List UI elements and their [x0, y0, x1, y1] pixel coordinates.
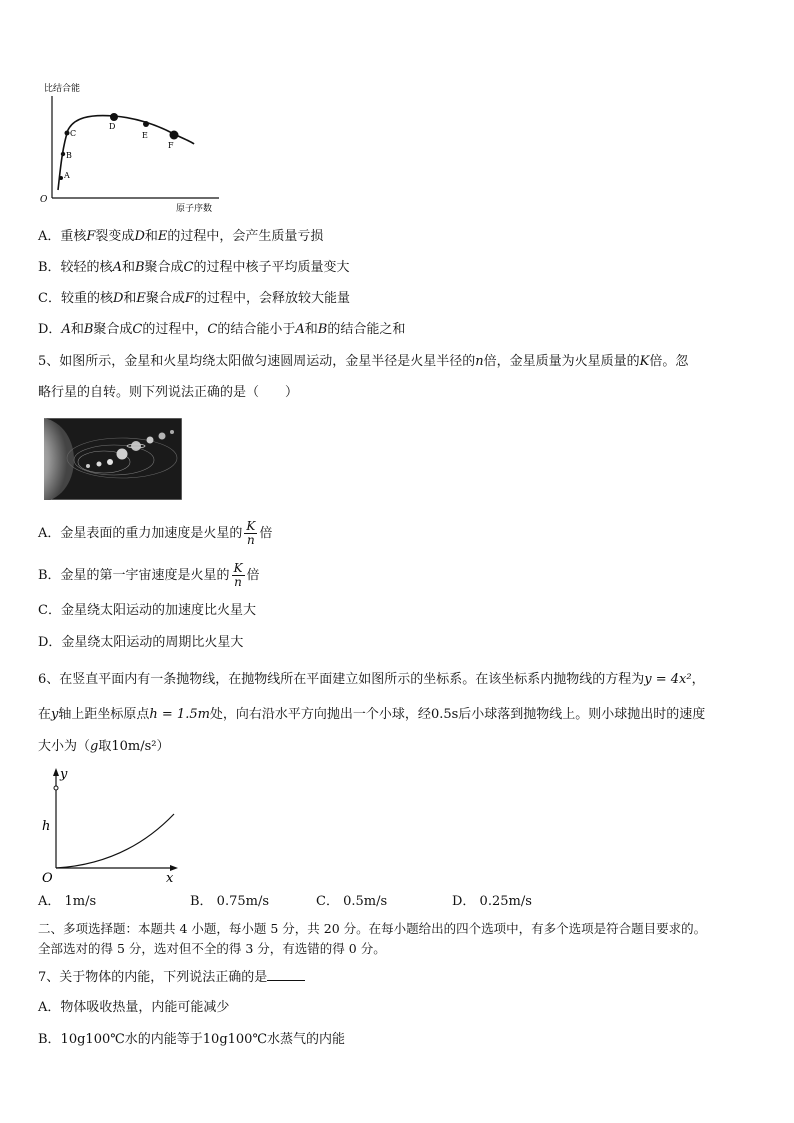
q6-l3a: 大小为（	[38, 739, 91, 754]
q4-d-a2: A	[295, 322, 305, 337]
q5-a-fraction	[244, 520, 257, 547]
q5-option-c: C．金星绕太阳运动的加速度比火星大	[38, 603, 256, 618]
q4-b-t3: 的过程中核子平均质量变大	[193, 260, 350, 275]
fig1-ylabel: 比结合能	[44, 84, 81, 94]
q4-option-d	[38, 321, 405, 339]
q6-l1: 6、在竖直平面内有一条抛物线，在抛物线所在平面建立如图所示的坐标系。在该坐标系内抛物线的方程为	[38, 672, 645, 687]
q5-b-num: K	[233, 561, 243, 575]
q5-option-b	[38, 556, 260, 596]
q6-option-d: D． 0.25m/s	[452, 894, 532, 909]
q6-stem-line3	[38, 738, 169, 756]
parabola-figure	[36, 764, 186, 886]
q4-d-t6: 的结合能之和	[327, 322, 406, 337]
q4-d-c2: C	[207, 322, 218, 337]
q5-option-a	[38, 514, 272, 554]
q4-option-d-text: D．	[38, 322, 62, 337]
q4-d-b: B	[83, 322, 94, 337]
q4-b-t1: 和	[121, 260, 135, 275]
q6-l3b: 取10m/s²）	[98, 739, 170, 754]
fig1-point-c: C	[70, 129, 77, 138]
q6-stem-line2	[38, 706, 705, 724]
q4-option-c	[38, 290, 350, 308]
fig1-point-a: A	[64, 171, 70, 180]
q4-c-t3: 的过程中，会释放较大能量	[193, 291, 350, 306]
q5-l1a: 5、如图所示，金星和火星均绕太阳做匀速圆周运动，金星半径是火星半径的	[38, 354, 476, 369]
q6-option-b: B． 0.75m/s	[190, 894, 270, 909]
q4-d-t2: 聚合成	[93, 322, 133, 337]
parabola-origin-label: O	[42, 871, 53, 886]
q4-b-b: B	[134, 260, 145, 275]
q6-l2b: 轴上距坐标原点	[58, 707, 150, 722]
q6-l2a: 在	[38, 707, 52, 722]
q4-d-t5: 和	[304, 322, 318, 337]
q5-a-num: K	[246, 519, 256, 533]
q6-option-a: A． 1m/s	[38, 894, 97, 909]
q4-b-c: C	[183, 260, 194, 275]
q4-c-t1: 和	[123, 291, 137, 306]
parabola-h-label: h	[42, 819, 51, 834]
q6-l2-y: y	[51, 707, 59, 722]
fig1-origin: O	[40, 195, 48, 205]
q5-b-pre: B．金星的第一宇宙速度是火星的	[38, 568, 230, 583]
q4-a-e: E	[157, 229, 168, 244]
parabola-x-label: x	[166, 871, 174, 886]
q4-d-c: C	[132, 322, 143, 337]
q4-d-b2: B	[317, 322, 328, 337]
q5-b-post: 倍	[246, 568, 260, 583]
q6-l2d: 后小球落到抛物线上。则小球抛出时的速度	[458, 707, 706, 722]
q6-l2-h: h = 1.5m	[149, 707, 210, 722]
q6-stem-line1	[38, 671, 705, 689]
q4-a-t1: 裂变成	[95, 229, 135, 244]
q7-answer-blank	[267, 968, 305, 981]
q5-a-pre: A．金星表面的重力加速度是火星的	[38, 526, 243, 541]
q4-c-f: F	[184, 291, 194, 306]
solar-system-image	[44, 418, 182, 500]
q4-a-t2: 和	[144, 229, 158, 244]
fig1-xlabel: 原子序数	[176, 204, 213, 214]
q4-d-a: A	[61, 322, 71, 337]
q4-d-t3: 的过程中，	[142, 322, 208, 337]
q4-d-t1: 和	[70, 322, 84, 337]
fig1-point-e: E	[142, 131, 148, 140]
q4-option-b-text: B．较轻的核	[38, 260, 113, 275]
q4-a-f: F	[86, 229, 96, 244]
q5-a-den: n	[247, 533, 255, 547]
q4-option-c-text: C．较重的核	[38, 291, 113, 306]
q6-option-c: C． 0.5m/s	[316, 894, 388, 909]
parabola-y-label: y	[60, 767, 68, 782]
q7-stem-text: 7、关于物体的内能，下列说法正确的是	[38, 970, 268, 985]
fig1-point-d: D	[109, 122, 116, 131]
q5-b-fraction	[232, 562, 245, 589]
q6-l2-t: 0.5s	[430, 707, 459, 722]
q4-d-t4: 的结合能小于	[217, 322, 296, 337]
section2-header-line2: 全部选对的得 5 分，选对但不全的得 3 分，有选错的得 0 分。	[38, 941, 386, 956]
q7-option-a: A．物体吸收热量，内能可能减少	[38, 1000, 230, 1015]
q5-stem-line1	[38, 353, 688, 371]
binding-energy-figure	[34, 78, 234, 218]
q4-a-t3: 的过程中，会产生质量亏损	[167, 229, 324, 244]
q4-b-t2: 聚合成	[144, 260, 184, 275]
q5-n: n	[475, 354, 484, 369]
q4-c-t2: 聚合成	[145, 291, 185, 306]
q7-option-b: B．10g100℃水的内能等于10g100℃水蒸气的内能	[38, 1032, 345, 1047]
q7-stem	[38, 968, 305, 987]
q5-a-post: 倍	[259, 526, 273, 541]
q4-c-d: D	[112, 291, 124, 306]
q5-option-d: D．金星绕太阳运动的周期比火星大	[38, 635, 244, 650]
q6-l3-g: g	[90, 739, 99, 754]
q5-k: K	[639, 354, 650, 369]
q5-l1c: 倍。忽	[649, 354, 689, 369]
q4-c-e: E	[136, 291, 146, 306]
q5-b-den: n	[234, 575, 242, 589]
q4-a-d: D	[134, 229, 145, 244]
q4-b-a: A	[112, 260, 122, 275]
q4-option-b	[38, 259, 350, 277]
section2-header-line1: 二、多项选择题：本题共 4 小题，每小题 5 分，共 20 分。在每小题给出的四个选项中，有多个选项是符合题目要求的。	[38, 921, 707, 936]
q6-eq-tail: ，	[691, 672, 705, 687]
q5-l1b: 倍，金星质量为火星质量的	[483, 354, 640, 369]
q5-stem-line2: 略行星的自转。则下列说法正确的是（ ）	[38, 385, 299, 400]
fig1-point-f: F	[168, 141, 174, 150]
q6-equation: y = 4x²	[644, 672, 692, 687]
q6-l2c: 处，向右沿水平方向抛出一个小球，经	[209, 707, 431, 722]
fig1-point-b: B	[66, 151, 72, 160]
q4-option-a	[38, 228, 323, 246]
q4-option-a-text: A．重核	[38, 229, 87, 244]
